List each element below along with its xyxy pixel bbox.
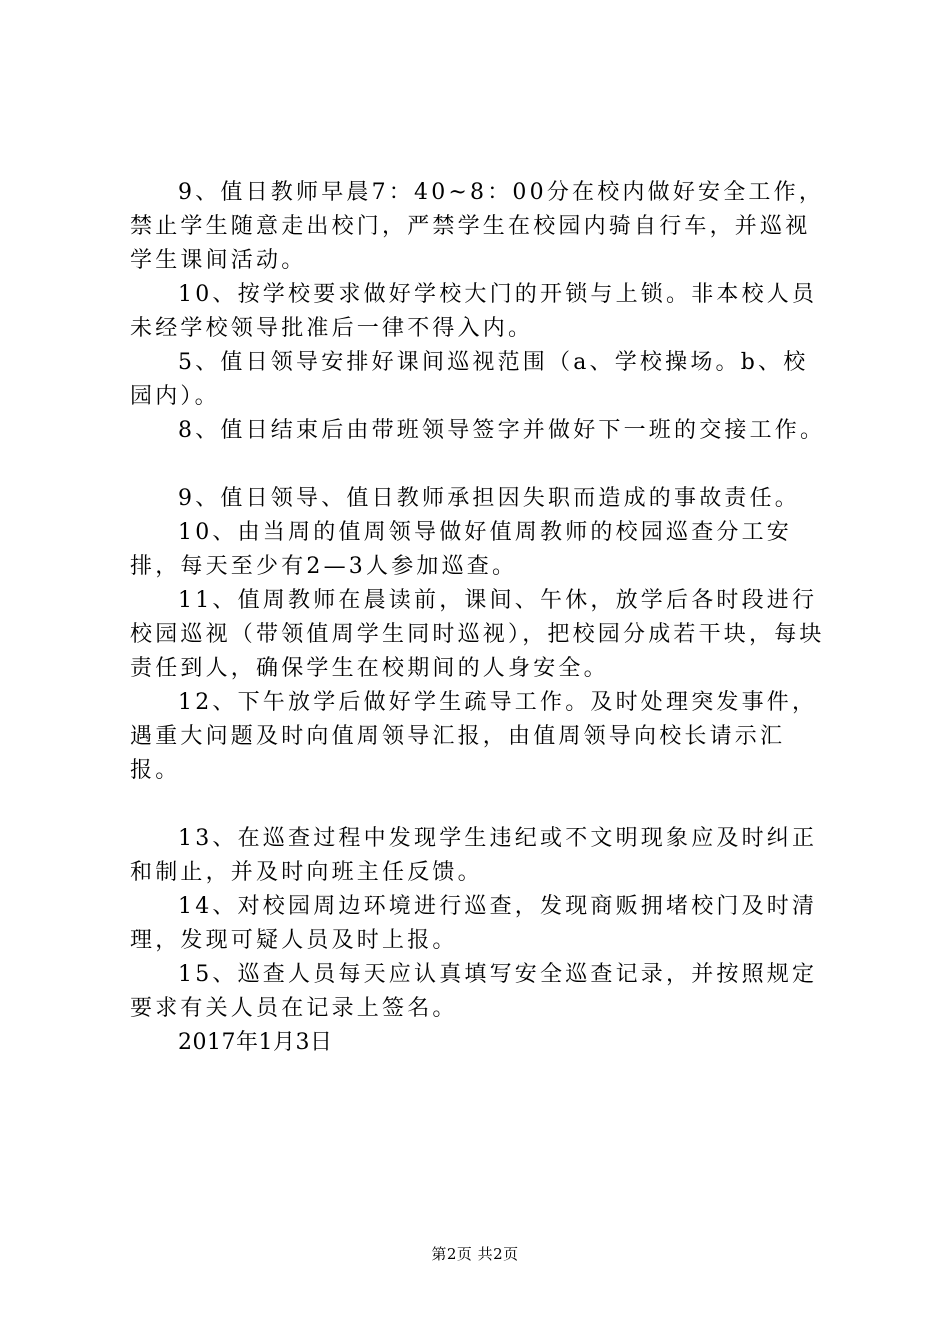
paragraph-7: 11、值周教师在晨读前，课间、午休，放学后各时段进行校园巡视（带领值周学生同时巡视），把校园分成若干块，每块责任到人，确保学生在校期间的人身安全。 [130, 588, 825, 681]
paragraph-6: 10、由当周的值周领导做好值周教师的校园巡查分工安排，每天至少有2—3人参加巡查。 [130, 520, 792, 579]
paragraph-2: 10、按学校要求做好学校大门的开锁与上锁。非本校人员未经学校领导批准后一律不得入内。 [130, 282, 818, 341]
page-number-footer: 第2页 共2页 [431, 1245, 519, 1263]
paragraph-spacer [130, 448, 830, 482]
paragraph-5: 9、值日领导、值日教师承担因失职而造成的事故责任。 [178, 486, 800, 511]
paragraph-4: 8、值日结束后由带班领导签字并做好下一班的交接工作。 [178, 418, 826, 443]
paragraph-spacer [130, 788, 830, 822]
paragraph-10: 14、对校园周边环境进行巡查，发现商贩拥堵校门及时清理，发现可疑人员及时上报。 [130, 894, 818, 953]
document-date: 2017年1月3日 [178, 1030, 333, 1055]
paragraph-11: 15、巡查人员每天应认真填写安全巡查记录，并按照规定要求有关人员在记录上签名。 [130, 962, 818, 1021]
paragraph-9: 13、在巡查过程中发现学生违纪或不文明现象应及时纠正和制止，并及时向班主任反馈。 [130, 826, 818, 885]
paragraph-1: 9、值日教师早晨7：40~8：00分在校内做好安全工作，禁止学生随意走出校门，严禁学生在校园内骑自行车，并巡视学生课间活动。 [130, 180, 825, 273]
paragraph-3: 5、值日领导安排好课间巡视范围（a、学校操场。b、校园内）。 [130, 350, 809, 409]
paragraph-8: 12、下午放学后做好学生疏导工作。及时处理突发事件，遇重大问题及时向值周领导汇报，由值周领导向校长请示汇报。 [130, 690, 818, 783]
document-body [130, 176, 830, 1060]
